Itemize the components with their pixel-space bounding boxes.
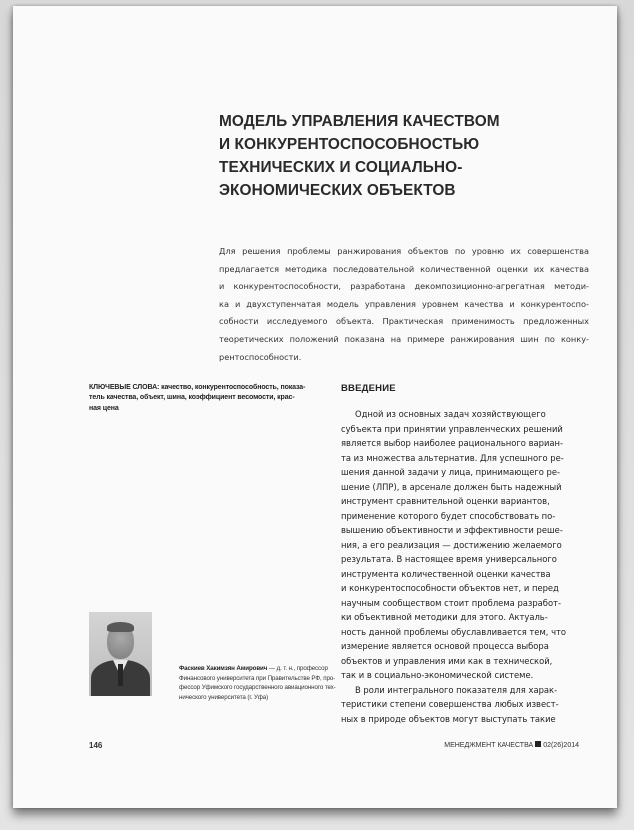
body-line: субъекта при принятии управленческих решений — [341, 423, 563, 434]
author-line — [179, 664, 349, 674]
photo-hair — [107, 622, 134, 632]
author-line: нического университета (г. Уфа) — [179, 693, 269, 701]
title-line: ЭКОНОМИЧЕСКИХ ОБЪЕКТОВ — [219, 182, 456, 199]
keywords-block — [89, 383, 344, 414]
body-line: ния, а его реализация — достижению желаемого — [341, 539, 562, 550]
body-line: измерение является основой процесса выбора — [341, 641, 549, 651]
abstract-line: теоретических положений показана на примере ранжирования шин по конку- — [219, 333, 589, 344]
body-line: инструмента количественной оценки качества — [341, 568, 551, 579]
body-line: шения данной задачи у лица, принимающего ре- — [341, 467, 561, 477]
author-degree: — д. т. н., профессор — [267, 665, 328, 672]
body-line: вышению объективности и эффективности реше- — [341, 525, 563, 535]
keywords-line: тель качества, объект, шина, коэффициент весомости, крас- — [89, 394, 295, 402]
journal-name: МЕНЕДЖМЕНТ КАЧЕСТВА — [444, 742, 534, 749]
author-line: Финансового университета при Правительстве РФ, про- — [179, 674, 336, 682]
article-title — [219, 110, 579, 202]
keywords-line: ная цена — [89, 404, 119, 412]
keywords-line: КЛЮЧЕВЫЕ СЛОВА: качество, конкурентоспособность, показа- — [89, 384, 306, 391]
body-line: инструмент сравнительной оценки вариантов, — [341, 496, 550, 506]
page-number: 146 — [89, 741, 103, 750]
abstract-line: собности исследуемого объекта. Практическая применимость предложенных — [219, 316, 589, 327]
abstract-line: ка и двухступенчатая модель управления уровнем качества и конкурентоспо- — [219, 298, 589, 309]
abstract-line: предлагается методика последовательной количественной оценки их качества — [219, 263, 589, 274]
author-line: фессор Уфимского государственного авиационного тех- — [179, 684, 336, 692]
body-line: научным сообществом стоит проблема разработ- — [341, 597, 561, 608]
journal-page — [13, 6, 617, 808]
title-line: И КОНКУРЕНТОСПОСОБНОСТЬЮ — [219, 136, 480, 153]
section-heading-introduction: ВВЕДЕНИЕ — [341, 383, 396, 394]
abstract-line: Для решения проблемы ранжирования объектов по уровню их совершенства — [219, 246, 589, 256]
journal-footer — [444, 741, 579, 749]
body-line: ность данной проблемы обуславливается тем, что — [341, 626, 567, 637]
body-line: является выбор наиболее рационального вариан- — [341, 438, 564, 448]
body-line: применение которого будет способствовать по- — [341, 510, 556, 521]
body-line: та из множества альтернатив. Для успешного ре- — [341, 452, 564, 463]
body-line: так и в социально-экономической системе. — [341, 670, 534, 680]
journal-issue: 02(26)2014 — [543, 742, 579, 749]
body-line: Одной из основных задач хозяйствующего — [355, 409, 546, 419]
body-line: В роли интегрального показателя для харак- — [355, 684, 558, 695]
article-abstract — [219, 243, 589, 366]
abstract-line: и конкурентоспособности, разработана декомпозиционно-агрегатная методи- — [219, 281, 589, 292]
body-line: и конкурентоспособности объектов нет, и перед — [341, 583, 559, 593]
body-line: шение (ЛПР), в арсенале должен быть надежный — [341, 481, 562, 492]
abstract-line: рентоспособности. — [219, 351, 302, 362]
body-line: объектов и управления ими как в технической, — [341, 655, 553, 666]
body-line: ки объективной методики для этого. Актуаль- — [341, 612, 548, 622]
body-line: результата. В настоящее время универсального — [341, 554, 557, 564]
black-square-icon — [535, 741, 541, 747]
author-photo — [89, 612, 152, 696]
title-line: МОДЕЛЬ УПРАВЛЕНИЯ КАЧЕСТВОМ — [219, 113, 500, 130]
body-line: ных в природе объектов могут выступать такие — [341, 713, 556, 724]
photo-tie — [118, 664, 123, 686]
introduction-body — [341, 407, 597, 726]
author-name: Фаскиев Хакимзян Амирович — [179, 665, 268, 672]
title-line: ТЕХНИЧЕСКИХ И СОЦИАЛЬНО- — [219, 159, 463, 176]
author-info — [179, 664, 349, 702]
body-line: теристики степени совершенства любых извест- — [341, 699, 559, 709]
